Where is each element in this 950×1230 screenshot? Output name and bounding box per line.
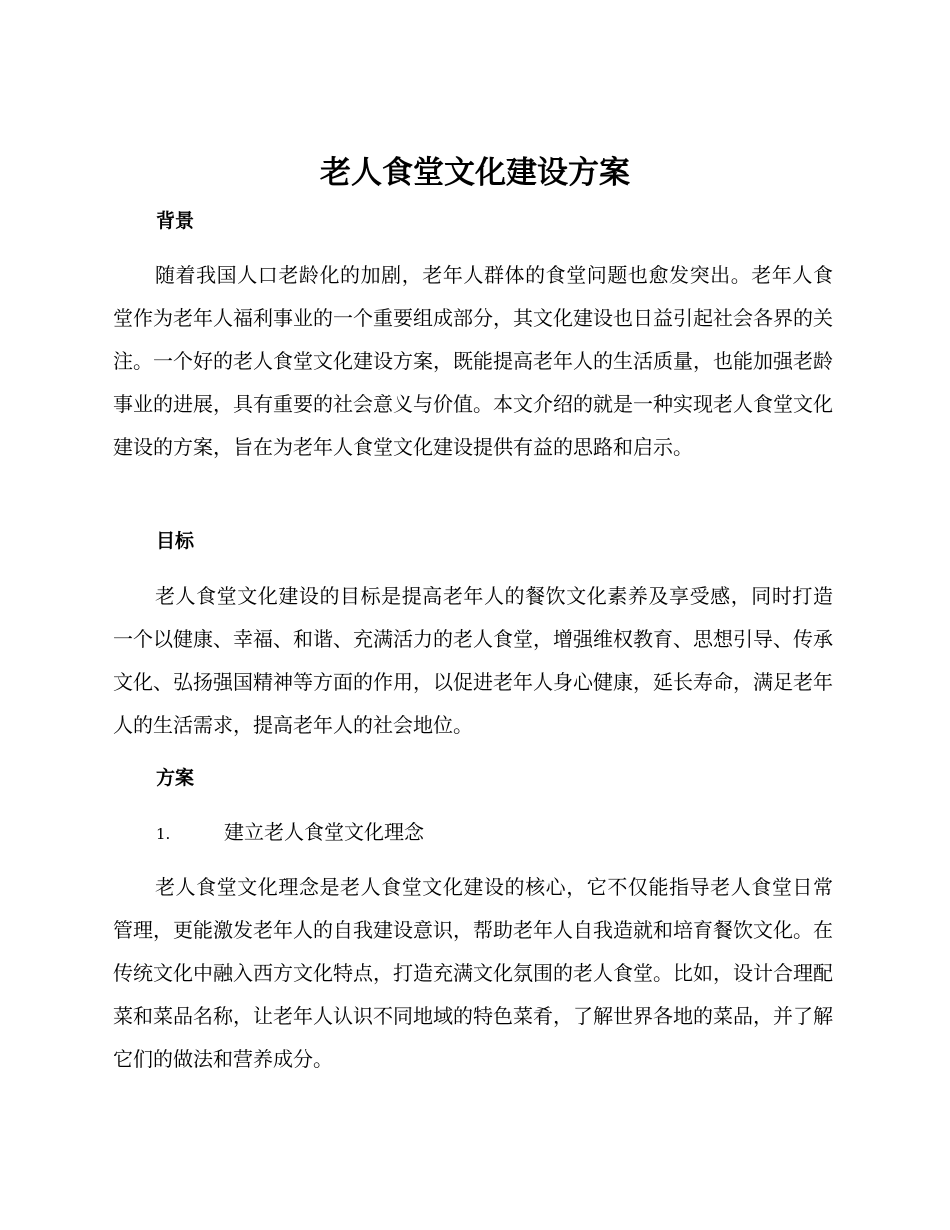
list-item	[156, 817, 836, 849]
paragraph-goal: 老人食堂文化建设的目标是提高老年人的餐饮文化素养及享受感，同时打造一个以健康、幸福、和谐、充满活力的老人食堂，增强维权教育、思想引导、传承文化、弘扬强国精神等方面的作用，以促进老年人身心健康，延长寿命，满足老年人的生活需求，提高老年人的社会地位。	[113, 584, 833, 737]
section-heading-goal: 目标	[156, 530, 195, 552]
section-heading-background: 背景	[156, 210, 195, 232]
list-item-text: 建立老人食堂文化理念	[224, 820, 424, 844]
document-title: 老人食堂文化建设方案	[320, 155, 630, 191]
paragraph-plan: 老人食堂文化理念是老人食堂文化建设的核心，它不仅能指导老人食堂日常管理，更能激发老年人的自我建设意识，帮助老年人自我造就和培育餐饮文化。在传统文化中融入西方文化特点，打造充满文化氛围的老人食堂。比如，设计合理配菜和菜品名称，让老年人认识不同地域的特色菜肴，了解世界各地的菜品，并了解它们的做法和营养成分。	[113, 875, 833, 1071]
section-heading-plan: 方案	[156, 767, 195, 789]
list-item-number: 1.	[156, 825, 171, 843]
paragraph-background: 随着我国人口老龄化的加剧，老年人群体的食堂问题也愈发突出。老年人食堂作为老年人福利事业的一个重要组成部分，其文化建设也日益引起社会各界的关注。一个好的老人食堂文化建设方案，既能提高老年人的生活质量，也能加强老龄事业的进展，具有重要的社会意义与价值。本文介绍的就是一种实现老人食堂文化建设的方案，旨在为老年人食堂文化建设提供有益的思路和启示。	[113, 263, 833, 459]
